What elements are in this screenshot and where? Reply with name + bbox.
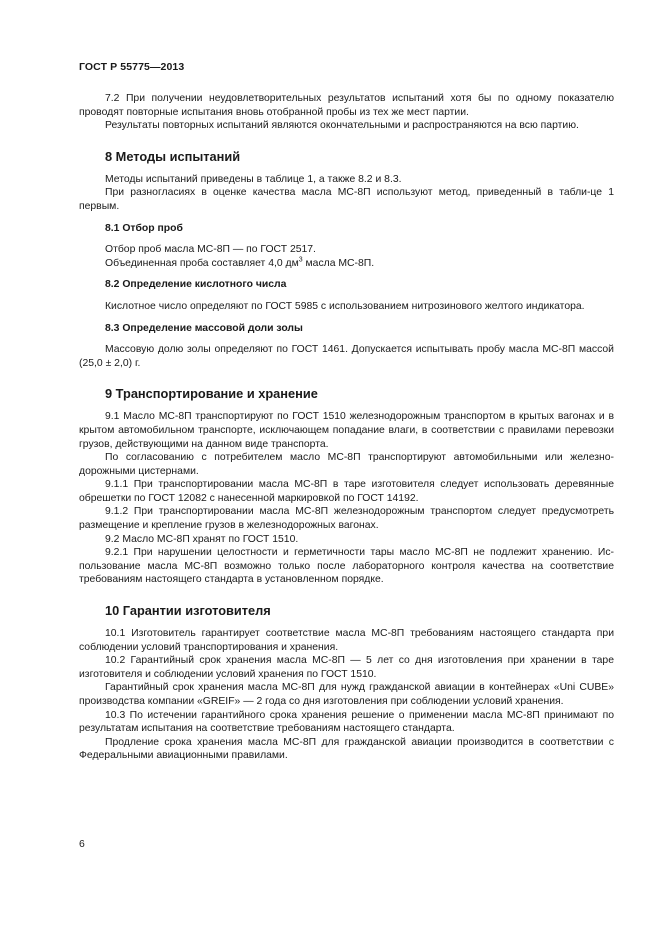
- paragraph-9-1-2: 9.1.2 При транспортировании масла МС-8П железнодорожным транспортом следует предусмотреть размещение и крепление грузов в железнодорожных вагонах.: [79, 506, 614, 532]
- section-9-heading: 9 Транспортирование и хранение: [105, 386, 318, 402]
- paragraph-7-2-results: Результаты повторных испытаний являются окончательными и распространяются на всю партию.: [105, 120, 579, 132]
- paragraph-9-1-1: 9.1.1 При транспортировании масла МС-8П в таре изготовителя следует использовать деревянные обрешетки по ГОСТ 12082 с нанесенной маркировкой по ГОСТ 14192.: [79, 479, 614, 504]
- section-10-heading: 10 Гарантии изготовителя: [105, 603, 271, 619]
- section-8-heading: 8 Методы испытаний: [105, 148, 241, 164]
- paragraph-10-2-aviation: Гарантийный срок хранения масла МС-8П для нужд гражданской авиации в контейнерах «Uni CUBE» производства компании «GREIF» — 2 года со дня изготовления при соблюдении условий хранения.: [79, 682, 614, 707]
- section-8-1-heading: 8.1 Отбор проб: [105, 222, 183, 234]
- paragraph-9-2-1: 9.2.1 При нарушении целостности и герметичности тары масло МС-8П не подлежит хранению. Ис-пользование масла МС-8П возможно только после лабораторного контроля качества на соответствие требованиям настоящего стандарта в установленном порядке.: [79, 547, 614, 586]
- paragraph-8-1-sampling: Отбор проб масла МС-8П — по ГОСТ 2517.: [105, 244, 316, 256]
- combined-sample-text-end: масла МС-8П.: [302, 257, 375, 269]
- document-body: [79, 92, 614, 763]
- paragraph-9-2: 9.2 Масло МС-8П хранят по ГОСТ 1510.: [105, 533, 299, 545]
- document-code-header: ГОСТ Р 55775—2013: [79, 61, 185, 73]
- section-8-2-heading: 8.2 Определение кислотного числа: [105, 279, 287, 291]
- paragraph-10-3: 10.3 По истечении гарантийного срока хранения решение о применении масла МС-8П принимают по результатам испытания на соответствие требованиям настоящего стандарта.: [79, 709, 614, 735]
- paragraph-10-3-extension: Продление срока хранения масла МС-8П для гражданской авиации производится в соответствии с Федеральными авиационными правилами.: [79, 736, 614, 762]
- paragraph-8-3-ash: Массовую долю золы определяют по ГОСТ 1461. Допускается испытывать пробу масла МС-8П массой (25,0 ± 2,0) г.: [79, 344, 614, 369]
- paragraph-8-1-combined-sample: [79, 257, 614, 271]
- paragraph-8-2-acid-number: Кислотное число определяют по ГОСТ 5985 с использованием нитрозинового желтого индикатора.: [105, 300, 585, 312]
- paragraph-9-1-agreement: По согласованию с потребителем масло МС-8П транспортируют автомобильными или железно-дорожными цистернами.: [79, 452, 614, 477]
- paragraph-9-1: 9.1 Масло МС-8П транспортируют по ГОСТ 1510 железнодорожным транспортом в крытых вагонах и в крытом автомобильном транспорте, исключающем попадание влаги, в соответствии с правилами перевозки грузов, действующими на данном виде транспорта.: [79, 411, 614, 450]
- paragraph-10-2: 10.2 Гарантийный срок хранения масла МС-8П — 5 лет со дня изготовления при хранении в таре изготовителя и соблюдении условий хранения по ГОСТ 1510.: [79, 655, 614, 680]
- paragraph-10-1: 10.1 Изготовитель гарантирует соответствие масла МС-8П требованиям настоящего стандарта при соблюдении условий транспортирования и хранения.: [79, 628, 614, 653]
- paragraph-8-methods: Методы испытаний приведены в таблице 1, а также 8.2 и 8.3.: [105, 173, 402, 185]
- paragraph-8-disputes: При разногласиях в оценке качества масла МС-8П используют метод, приведенный в табли-це 1 первым.: [79, 187, 614, 212]
- section-8-3-heading: 8.3 Определение массовой доли золы: [105, 322, 303, 334]
- cubic-superscript: 3: [298, 256, 303, 264]
- paragraph-7-2: 7.2 При получении неудовлетворительных результатов испытаний хотя бы по одному показателю проводят повторные испытания вновь отобранной пробы из тех же мест партии.: [79, 93, 614, 118]
- page-number: 6: [79, 839, 85, 850]
- combined-sample-text: Объединенная проба составляет 4,0 дм: [105, 257, 299, 269]
